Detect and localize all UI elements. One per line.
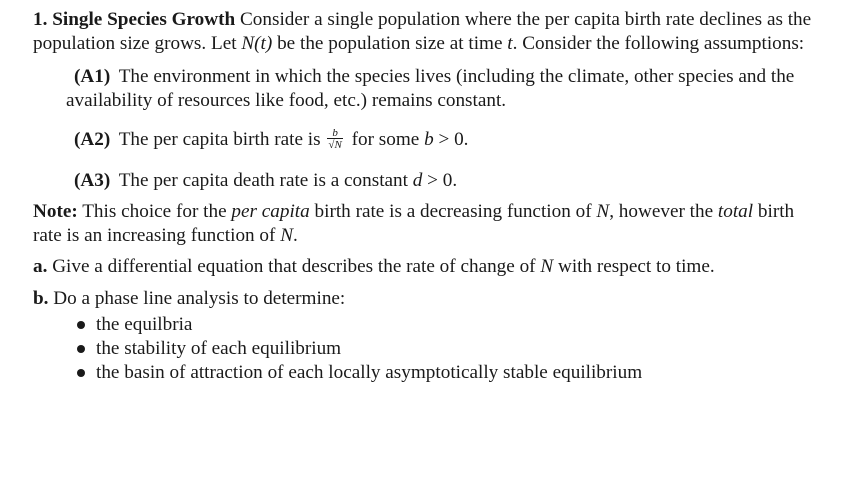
- part-a-var: N: [540, 256, 554, 277]
- assumption-tag: (A3): [74, 170, 111, 191]
- part-b-label: b.: [33, 288, 49, 309]
- note-emphasis: per capita: [231, 201, 310, 222]
- bullet-icon: [77, 321, 85, 329]
- note-var: N: [280, 225, 294, 246]
- note-text: birth rate is a decreasing function of: [309, 201, 597, 222]
- bullet-icon: [77, 345, 85, 353]
- condition-rest: > 0.: [433, 129, 469, 150]
- intro-text-2: be the population size at time: [272, 33, 508, 54]
- list-item-text: the stability of each equilibrium: [96, 338, 342, 359]
- note-emphasis: total: [717, 201, 754, 222]
- part-b-list: [33, 313, 823, 385]
- assumption-tag: (A2): [74, 129, 111, 150]
- part-a-text: with respect to time.: [553, 256, 715, 277]
- problem-number: 1.: [33, 9, 48, 30]
- note-text: .: [293, 225, 298, 246]
- problem-intro: [33, 8, 823, 56]
- note-text: birth rate is an increasing function of: [33, 201, 795, 246]
- assumption-a3: [66, 169, 823, 193]
- sqrt-argument: N: [334, 138, 342, 151]
- assumption-a1: [66, 65, 823, 113]
- part-b: [33, 287, 823, 385]
- note-var: N: [596, 201, 610, 222]
- note-label: Note:: [33, 201, 78, 222]
- note-text: , however the: [609, 201, 718, 222]
- intro-var-n: N(t): [241, 33, 273, 54]
- note-paragraph: [33, 200, 823, 248]
- part-b-text: Do a phase line analysis to determine:: [48, 288, 346, 309]
- list-item-text: the equilbria: [96, 314, 193, 335]
- condition-var: b: [424, 129, 434, 150]
- part-a-text: Give a differential equation that describes the rate of change of: [47, 256, 541, 277]
- assumption-text: The per capita birth rate is: [118, 129, 321, 150]
- sqrt-symbol: √: [328, 138, 335, 151]
- problem-document: [33, 8, 823, 385]
- list-item: [77, 313, 823, 337]
- part-a-label: a.: [33, 256, 48, 277]
- part-a: [33, 255, 823, 279]
- assumption-text-mid: for some: [351, 129, 425, 150]
- bullet-icon: [77, 369, 85, 377]
- fraction-numerator: b: [332, 126, 338, 139]
- assumption-text: The environment in which the species lives (including the climate, other species and the availability of resources like food, etc.) remains constant.: [66, 66, 795, 111]
- list-item-text: the basin of attraction of each locally asymptotically stable equilibrium: [96, 362, 643, 383]
- intro-text-1: Consider a single population where the per capita birth rate declines as the population size grows. Let: [33, 9, 812, 54]
- problem-title: Single Species Growth: [52, 9, 236, 30]
- list-item: [77, 361, 823, 385]
- fraction-denominator: [327, 138, 342, 150]
- birth-rate-fraction: [327, 128, 342, 150]
- part-b-prompt: [33, 287, 823, 311]
- assumption-tag: (A1): [74, 66, 111, 87]
- assumption-a2: [66, 128, 823, 152]
- intro-var-t: t: [507, 33, 513, 54]
- condition-rest: > 0.: [422, 170, 458, 191]
- note-text: This choice for the: [77, 201, 232, 222]
- list-item: [77, 337, 823, 361]
- assumption-text: The per capita death rate is a constant: [118, 170, 413, 191]
- condition-var: d: [412, 170, 423, 191]
- intro-text-3: . Consider the following assumptions:: [512, 33, 805, 54]
